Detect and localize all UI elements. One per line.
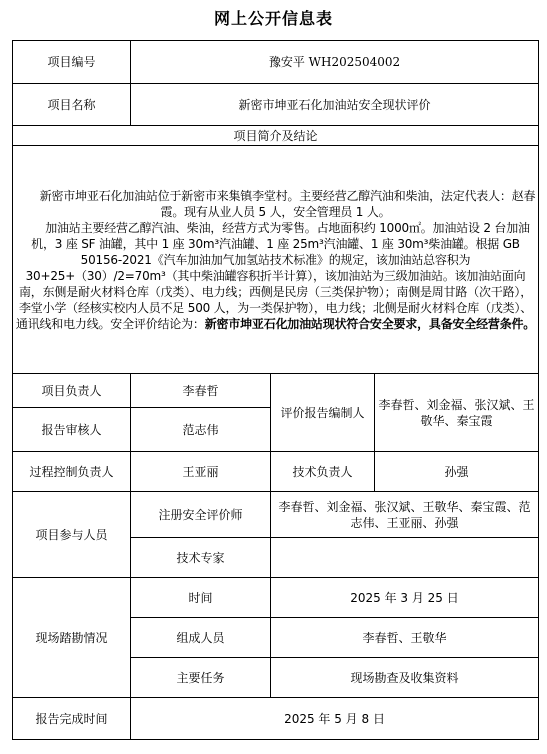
survey-time-label: 时间 — [131, 578, 271, 618]
survey-task-label: 主要任务 — [131, 658, 271, 698]
row-completion — [13, 698, 539, 740]
intro-summary — [13, 146, 539, 374]
row-registered-assessors — [13, 492, 539, 538]
project-no-value: 豫安平 WH202504002 — [131, 41, 539, 84]
completion-label: 报告完成时间 — [13, 698, 131, 740]
intro-paragraph-2-text: 加油站主要经营乙醇汽油、柴油，经营方式为零售。占地面积约 1000㎡。加油站设 2 台加油机，3 座 SF 油罐，其中 1 座 30m³汽油罐、1 座 25m³汽油罐、1 座 30m³柴油罐。根据 GB 50156-2021《汽车加油加气加氢站技术标准》的规定，该加油站总容积为 30+25+（30）/2=70m³（其中柴油罐容积折半计算），该加油站为三级加油站。该加油站面向南，东侧是耐火材料仓库（戊类）、电力线；西侧是民房（三类保护物）；南侧是周甘路（次干路），李堂小学（经核实校内人员不足 500 人，为一类保护物），电力线；北侧是耐火材料仓库（戊类）、通讯线和电力线。安全评价结论为： — [15, 220, 533, 331]
row-intro-header — [13, 126, 539, 146]
intro-paragraph-1: 新密市坤亚石化加油站位于新密市来集镇李堂村。主要经营乙醇汽油和柴油，法定代表人：赵春霞。现有从业人员 5 人，安全管理员 1 人。 — [39, 188, 536, 219]
survey-members-value: 李春哲、王敬华 — [271, 618, 539, 658]
row-project-no — [13, 41, 539, 84]
row-project-name — [13, 84, 539, 126]
reviewer-value: 范志伟 — [131, 408, 271, 452]
report-editors-value: 李春哲、刘金福、张汉斌、王敬华、秦宝霞 — [375, 374, 539, 452]
expert-value — [271, 538, 539, 578]
survey-task-value: 现场勘查及收集资料 — [271, 658, 539, 698]
registered-label: 注册安全评价师 — [131, 492, 271, 538]
tech-lead-value: 孙强 — [375, 452, 539, 492]
intro-paragraph-2 — [15, 220, 536, 332]
row-intro-body — [13, 146, 539, 374]
intro-header: 项目简介及结论 — [13, 126, 539, 146]
row-survey-time — [13, 578, 539, 618]
completion-value: 2025 年 5 月 8 日 — [131, 698, 539, 740]
project-no-label: 项目编号 — [13, 41, 131, 84]
tech-lead-label: 技术负责人 — [271, 452, 375, 492]
reviewer-label: 报告审核人 — [13, 408, 131, 452]
leader-value: 李春哲 — [131, 374, 271, 408]
participants-label: 项目参与人员 — [13, 492, 131, 578]
expert-label: 技术专家 — [131, 538, 271, 578]
row-leader — [13, 374, 539, 408]
report-editors-label: 评价报告编制人 — [271, 374, 375, 452]
survey-time-value: 2025 年 3 月 25 日 — [271, 578, 539, 618]
site-survey-label: 现场踏勘情况 — [13, 578, 131, 698]
project-name-value: 新密市坤亚石化加油站安全现状评价 — [131, 84, 539, 126]
leader-label: 项目负责人 — [13, 374, 131, 408]
project-name-label: 项目名称 — [13, 84, 131, 126]
intro-conclusion: 新密市坤亚石化加油站现状符合安全要求，具备安全经营条件。 — [204, 316, 536, 331]
registered-value: 李春哲、刘金福、张汉斌、王敬华、秦宝霞、范志伟、王亚丽、孙强 — [271, 492, 539, 538]
page-title: 网上公开信息表 — [213, 9, 333, 28]
survey-members-label: 组成人员 — [131, 618, 271, 658]
process-control-label: 过程控制负责人 — [13, 452, 131, 492]
row-process-control — [13, 452, 539, 492]
info-table — [12, 40, 539, 740]
process-control-value: 王亚丽 — [131, 452, 271, 492]
